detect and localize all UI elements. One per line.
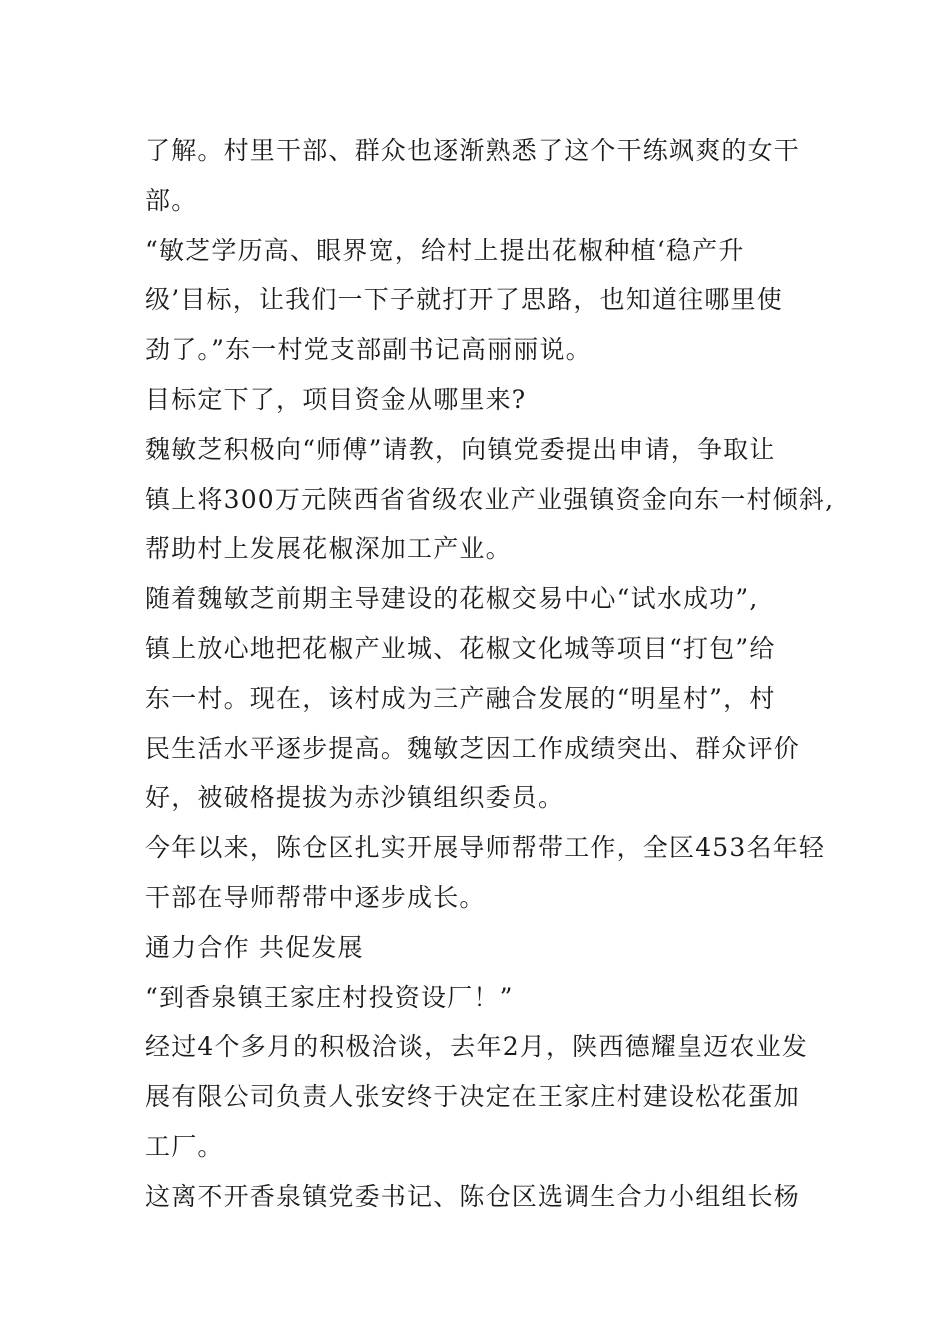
text-line: 级’目标，让我们一下子就打开了思路，也知道往哪里使 — [145, 285, 783, 315]
text-line: 好，被破格提拔为赤沙镇组织委员。 — [145, 783, 565, 813]
text-line: 目标定下了，项目资金从哪里来? — [145, 384, 527, 414]
text-line: 工厂。 — [145, 1131, 224, 1161]
text-line: 这离不开香泉镇党委书记、陈仓区选调生合力小组组长杨 — [145, 1181, 801, 1211]
text-line: 干部在导师帮带中逐步成长。 — [145, 882, 486, 912]
text-line: 民生活水平逐步提高。魏敏芝因工作成绩突出、群众评价 — [145, 733, 801, 763]
text-line: 镇上放心地把花椒产业城、花椒文化城等项目“打包”给 — [145, 633, 776, 663]
text-line: 东一村。现在，该村成为三产融合发展的“明星村”，村 — [145, 683, 776, 713]
text-line: “敏芝学历高、眼界宽，给村上提出花椒种植‘稳产升 — [145, 235, 745, 265]
article-body — [145, 126, 835, 1222]
text-line: 劲了。”东一村党支部副书记高丽丽说。 — [145, 335, 592, 365]
text-line: 帮助村上发展花椒深加工产业。 — [145, 534, 512, 564]
text-line: 了解。村里干部、群众也逐渐熟悉了这个干练飒爽的女干 — [145, 136, 801, 165]
text-line: 镇上将300万元陕西省省级农业产业强镇资金向东一村倾斜, — [145, 484, 835, 514]
text-line: 展有限公司负责人张安终于决定在王家庄村建设松花蛋加 — [145, 1082, 801, 1112]
text-line: “到香泉镇王家庄村投资设厂！” — [145, 982, 514, 1012]
text-line: 随着魏敏芝前期主导建设的花椒交易中心“试水成功”, — [145, 584, 759, 614]
section-heading: 通力合作 共促发展 — [145, 932, 364, 962]
text-line: 今年以来，陈仓区扎实开展导师帮带工作，全区453名年轻 — [145, 833, 826, 863]
text-line: 魏敏芝积极向“师傅”请教，向镇党委提出申请，争取让 — [145, 434, 776, 464]
text-line: 经过4个多月的积极洽谈，去年2月，陕西德耀皇迈农业发 — [145, 1032, 809, 1062]
text-line: 部。 — [145, 185, 198, 215]
